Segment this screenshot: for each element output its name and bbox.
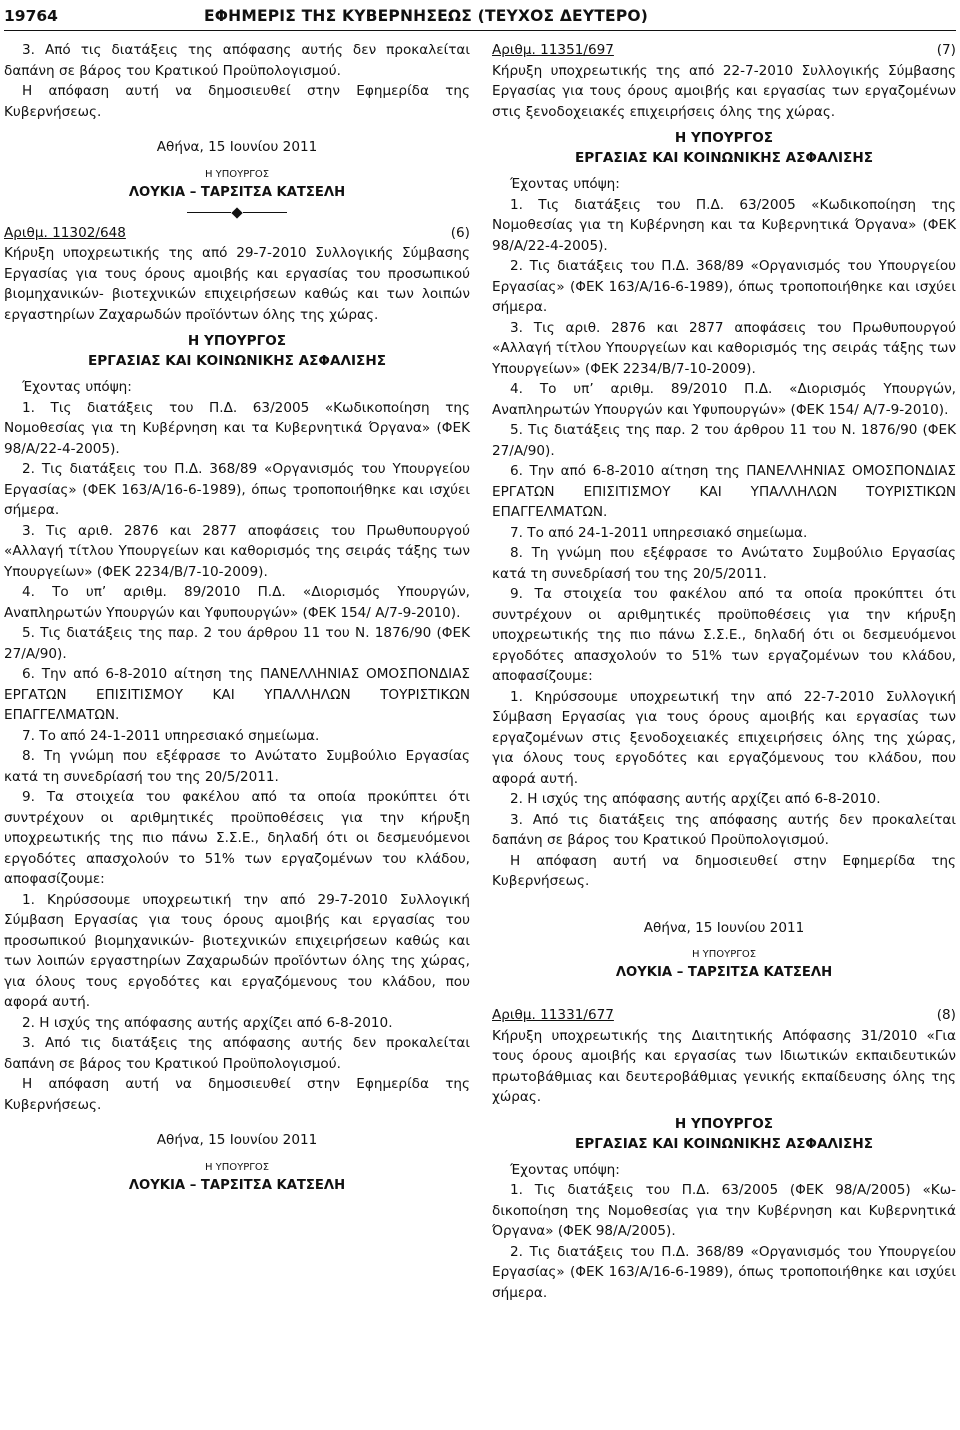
ministry-name: ΕΡΓΑΣΙΑΣ ΚΑΙ ΚΟΙΝΩΝΙΚΗΣ ΑΣΦΑΛΙΣΗΣ [574, 1135, 873, 1152]
list-item: 5. Τις διατάξεις της παρ. 2 του άρθρου 11 του Ν. 1876/90 (ΦΕΚ 27/Α/90). [492, 422, 956, 459]
ministry-name: ΕΡΓΑΣΙΑΣ ΚΑΙ ΚΟΙΝΩΝΙΚΗΣ ΑΣΦΑΛΙΣΗΣ [574, 150, 873, 166]
decision-title: Κήρυξη υποχρεωτικής της από 22-7-2010 Συλλογικής Σύμβασης Εργασίας για τους όρους αμοιβής και εργασίας των εργαζομένων στις ξενοδοχειακές επιχειρήσεις όλης της χώρας. [492, 62, 956, 120]
decision-number: Αριθμ. 11351/697 [492, 42, 614, 58]
considering-label: Έχοντας υπόψη: [510, 176, 620, 192]
list-item: 3. Τις αριθ. 2876 και 2877 αποφάσεις του Πρωθυπουργού «Αλλαγή τίτλου Υπουργείων και καθορισμός της σειράς τάξης των Υπουργείων» (ΦΕΚ 2234/Β/7-10-2009). [4, 522, 470, 580]
list-item: 1. Τις διατάξεις του Π.Δ. 63/2005 «Κωδικοποίηση της Νομοθεσίας για τη Κυβέρνηση και τα Κυβερνητικά Όργανα» (ΦΕΚ 98/Α/22-4-2005). [492, 196, 956, 254]
decision-clause: 3. Από τις διατάξεις της απόφασης αυτής δεν προκαλείται δαπάνη σε βάρος του Κρατικού Προϋπολογισμού. [492, 811, 956, 848]
signature-role: Η ΥΠΟΥΡΓΟΣ [691, 949, 757, 960]
signature-date: Αθήνα, 15 Ιουνίου 2011 [156, 139, 318, 155]
diamond-ornament-icon [231, 207, 242, 218]
list-item: 2. Τις διατάξεις του Π.Δ. 368/89 «Οργανισμός του Υπουργείου Εργασίας» (ΦΕΚ 163/Α/16-6-1989), όπως τροποποιήθηκε και ισχύει σήμερα. [4, 461, 470, 518]
decision-number: Αριθμ. 11302/648 [4, 224, 126, 241]
section-divider [4, 205, 470, 221]
decision-title: Κήρυξη υποχρεωτικής της από 29-7-2010 Συλλογικής Σύμβασης Εργασίας για τους όρους αμοιβής και εργασίας του προσωπικού βιομηχανικών- βιοτεχνικών επιχειρήσεων καθώς και των λοιπών εργαστηρίων Ζαχαρωδών προϊόντων όλης της χώρας. [4, 245, 470, 323]
list-item: 2. Τις διατάξεις του Π.Δ. 368/89 «Οργανισμός του Υπουργείου Εργασίας» (ΦΕΚ 163/Α/16-6-1989), όπως τροποποιήθηκε και ισχύει σήμερα. [492, 1243, 956, 1301]
left-column [4, 40, 470, 1196]
list-item: 1. Τις διατάξεις του Π.Δ. 63/2005 (ΦΕΚ 98/Α/2005) «Κωδικοποίηση της Νομοθεσίας για την Κυβέρνηση και Κυβερνητικά Όργανα» (ΦΕΚ 98/Α/2005). [492, 1182, 956, 1239]
list-item: 7. Το από 24-1-2011 υπηρεσιακό σημείωμα. [510, 524, 808, 541]
list-item: 4. Το υπ’ αριθμ. 89/2010 Π.Δ. «Διορισμός Υπουργών, Αναπληρωτών Υπουργών και Υφυπουργών» (ΦΕΚ 154/ Α/7-9-2010). [492, 381, 956, 418]
list-item: 8. Τη γνώμη που εξέφρασε το Ανώτατο Συμβούλιο Εργασίας κατά τη συνεδρίασή του της 20/5/2011. [4, 748, 470, 785]
decision-title: Κήρυξη υποχρεωτικής της Διαιτητικής Απόφασης 31/2010 «Για τους όρους αμοιβής και εργασίας των Ιδιωτικών εκπαιδευτικών πρωτοβάθμιας και δευτεροβάθμιας γενικής εκπαίδευσης όλης της χώρας. [492, 1027, 956, 1105]
considering-label: Έχοντας υπόψη: [510, 1161, 620, 1178]
decision-number: Αριθμ. 11331/677 [492, 1007, 614, 1023]
decision-clause: 1. Κηρύσσουμε υποχρεωτική την από 29-7-2010 Συλλογική Σύμβαση Εργασίας για τους όρους αμοιβής και εργασίας του προσωπικού βιομηχανικών- βιοτεχνικών επιχειρήσεων καθώς και των λοιπών εργαστηρίων Ζαχαρωδών προϊόντων όλης της χώρας, για όλους τους εργοδότες και εργαζόμενους του κλάδου, που αφορά αυτή. [4, 891, 470, 1010]
decision-index: (6) [450, 224, 470, 241]
decision-clause: 1. Κηρύσσουμε υποχρεωτική την από 22-7-2010 Συλλογική Σύμβαση Εργασίας για τους όρους αμοιβής και εργασίας των εργαζομένων στις ξενοδοχειακές επιχειρήσεις όλης της χώρας, για όλους τους εργοδότες και εργαζόμενους του κλάδου, που αφορά αυτή. [492, 688, 956, 787]
list-item: 5. Τις διατάξεις της παρ. 2 του άρθρου 11 του Ν. 1876/90 (ΦΕΚ 27/Α/90). [4, 625, 470, 662]
list-item: 6. Την από 6-8-2010 αίτηση της ΠΑΝΕΛΛΗΝΙΑΣ ΟΜΟΣΠΟΝΔΙΑΣ ΕΡΓΑΤΩΝ ΕΠΙΣΙΤΙΣΜΟΥ ΚΑΙ ΥΠΑΛΛΗΛΩΝ ΤΟΥΡΙΣΤΙΚΩΝ ΕΠΑΓΓΕΛΜΑΤΩΝ. [4, 666, 470, 723]
decision-index: (7) [936, 42, 956, 58]
page-header [4, 2, 956, 31]
decision-heading [4, 223, 470, 244]
decision-clause: 3. Από τις διατάξεις της απόφασης αυτής δεν προκαλείται δαπάνη σε βάρος του Κρατικού Προϋπολογισμού. [4, 1035, 470, 1072]
list-item: 9. Τα στοιχεία του φακέλου από τα οποία προκύπτει ότι συντρέχουν οι αριθμητικές προϋποθέσεις για την κήρυξη υποχρεωτικής της πιο πάνω Σ.Σ.Ε., δηλαδή ότι οι δεσμευόμενοι εργοδότες απασχολούν το 51% των εργαζομένων του κλάδου, αποφασίζουμε: [492, 586, 956, 684]
decision-clause: Η απόφαση αυτή να δημοσιευθεί στην Εφημερίδα της Κυβερνήσεως. [492, 852, 956, 889]
decision-heading [492, 1005, 956, 1026]
decision-index: (8) [936, 1007, 956, 1023]
decision-heading [492, 40, 956, 61]
minister-title: Η ΥΠΟΥΡΓΟΣ [674, 1115, 774, 1132]
paragraph: Η απόφαση αυτή να δημοσιευθεί στην Εφημερίδα της Κυβερνήσεως. [4, 83, 470, 120]
list-item: 8. Τη γνώμη που εξέφρασε το Ανώτατο Συμβούλιο Εργασίας κατά τη συνεδρίασή του της 20/5/2011. [492, 545, 956, 582]
minister-title: Η ΥΠΟΥΡΓΟΣ [674, 130, 774, 146]
list-item: 7. Το από 24-1-2011 υπηρεσιακό σημείωμα. [22, 727, 320, 744]
signature-role: Η ΥΠΟΥΡΓΟΣ [204, 1161, 270, 1173]
signer-name: ΛΟΥΚΙΑ – ΤΑΡΣΙΤΣΑ ΚΑΤΣΕΛΗ [128, 184, 346, 200]
signer-name: ΛΟΥΚΙΑ – ΤΑΡΣΙΤΣΑ ΚΑΤΣΕΛΗ [615, 965, 833, 980]
signature-date: Αθήνα, 15 Ιουνίου 2011 [156, 1132, 318, 1148]
list-item: 6. Την από 6-8-2010 αίτηση της ΠΑΝΕΛΛΗΝΙΑΣ ΟΜΟΣΠΟΝΔΙΑΣ ΕΡΓΑΤΩΝ ΕΠΙΣΙΤΙΣΜΟΥ ΚΑΙ ΥΠΑΛΛΗΛΩΝ ΤΟΥΡΙΣΤΙΚΩΝ ΕΠΑΓΓΕΛΜΑΤΩΝ. [492, 463, 956, 520]
list-item: 9. Τα στοιχεία του φακέλου από τα οποία προκύπτει ότι συντρέχουν οι αριθμητικές προϋποθέσεις για την κήρυξη υποχρεωτικής της πιο πάνω Σ.Σ.Ε., δηλαδή ότι οι δεσμευόμενοι εργοδότες απασχολούν το 51% των εργαζομένων του κλάδου, αποφασίζουμε: [4, 789, 470, 887]
list-item: 2. Τις διατάξεις του Π.Δ. 368/89 «Οργανισμός του Υπουργείου Εργασίας» (ΦΕΚ 163/Α/16-6-1989), όπως τροποποιήθηκε και ισχύει σήμερα. [492, 258, 956, 315]
page-number: 19764 [4, 6, 58, 25]
signer-name: ΛΟΥΚΙΑ – ΤΑΡΣΙΤΣΑ ΚΑΤΣΕΛΗ [128, 1177, 346, 1193]
list-item: 3. Τις αριθ. 2876 και 2877 αποφάσεις του Πρωθυπουργού «Αλλαγή τίτλου Υπουργείων και καθορισμός της σειράς τάξης των Υπουργείων» (ΦΕΚ 2234/Β/7-10-2009). [492, 319, 956, 377]
signature-role: Η ΥΠΟΥΡΓΟΣ [204, 168, 270, 180]
list-item: 4. Το υπ’ αριθμ. 89/2010 Π.Δ. «Διορισμός Υπουργών, Αναπληρωτών Υπουργών και Υφυπουργών» (ΦΕΚ 154/ Α/7-9-2010). [4, 584, 470, 621]
decision-clause: Η απόφαση αυτή να δημοσιευθεί στην Εφημερίδα της Κυβερνήσεως. [4, 1076, 470, 1113]
right-column [492, 40, 956, 1303]
decision-clause: 2. Η ισχύς της απόφασης αυτής αρχίζει από 6-8-2010. [22, 1014, 393, 1031]
ministry-name: ΕΡΓΑΣΙΑΣ ΚΑΙ ΚΟΙΝΩΝΙΚΗΣ ΑΣΦΑΛΙΣΗΣ [87, 353, 386, 369]
list-item: 1. Τις διατάξεις του Π.Δ. 63/2005 «Κωδικοποίηση της Νομοθεσίας για τη Κυβέρνηση και τα Κυβερνητικά Όργανα» (ΦΕΚ 98/Α/22-4-2005). [4, 399, 470, 457]
gazette-title: ΕΦΗΜΕΡΙΣ ΤΗΣ ΚΥΒΕΡΝΗΣΕΩΣ (ΤΕΥΧΟΣ ΔΕΥΤΕΡΟ) [204, 6, 649, 25]
signature-date: Αθήνα, 15 Ιουνίου 2011 [643, 919, 805, 936]
considering-label: Έχοντας υπόψη: [22, 379, 132, 395]
minister-title: Η ΥΠΟΥΡΓΟΣ [187, 333, 287, 349]
decision-clause: 2. Η ισχύς της απόφασης αυτής αρχίζει από 6-8-2010. [510, 791, 881, 807]
paragraph: 3. Από τις διατάξεις της απόφασης αυτής δεν προκαλείται δαπάνη σε βάρος του Κρατικού Προϋπολογισμού. [4, 42, 470, 79]
